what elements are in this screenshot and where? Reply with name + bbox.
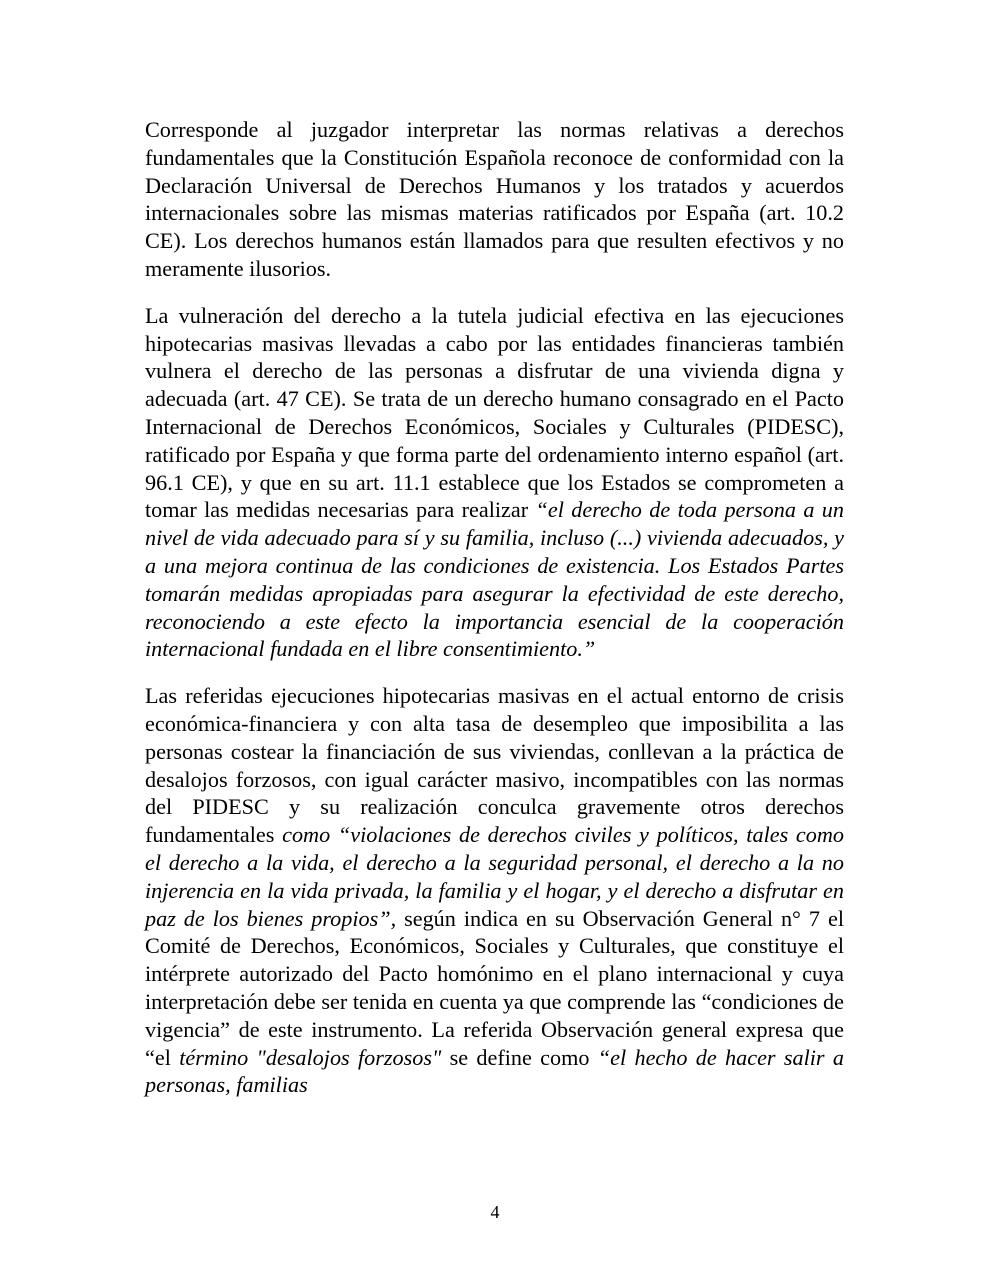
page-number: 4 [490,1202,500,1222]
paragraph-1 [145,116,844,283]
paragraph-3-text: Las referidas ejecuciones hipotecarias masivas en el actual entorno de crisis económica-financiera y con alta tasa de desempleo que imposibilita a las personas costear la financiación de sus viviendas, conllevan a la práctica de desalojos forzosos, con igual carácter masivo, incompatibles con las normas del PIDESC y su realización conculca gravemente otros derechos fundamentales [145,683,844,848]
paragraph-3-quote: como “violaciones de derechos civiles y políticos, tales como el derecho a la vida, el derecho a la seguridad personal, el derecho a la no injerencia en la vida privada, la familia y el hogar, y el derecho a disfrutar en paz de los bienes propios”, [145,822,844,931]
paragraph-3-term: término "desalojos forzosos" [179,1044,442,1070]
paragraph-1-text: Corresponde al juzgador interpretar las normas relativas a derechos fundamentales que la Constitución Española reconoce de conformidad con la Declaración Universal de Derechos Humanos y los tratados y acuerdos internacionales sobre las mismas materias ratificados por España (art. 10.2 CE). Los derechos humanos están llamados para que resulten efectivos y no meramente ilusorios. [145,117,844,281]
paragraph-3-definition-quote: “el hecho de hacer salir a personas, familias [145,1044,844,1098]
paragraph-2-text: La vulneración del derecho a la tutela judicial efectiva en las ejecuciones hipotecarias masivas llevadas a cabo por las entidades financieras también vulnera el derecho de las personas a disfrutar de una vivienda digna y adecuada (art. 47 CE). Se trata de un derecho humano consagrado en el Pacto Internacional de Derechos Económicos, Sociales y Culturales (PIDESC), ratificado por España y que forma parte del ordenamiento interno español (art. 96.1 CE), y que en su art. 11.1 establece que los Estados se comprometen a tomar las medidas necesarias para realizar [145,302,844,523]
paragraph-3-text-continued: según indica en su Observación General n° 7 el Comité de Derechos, Económicos, Sociales y Culturales, que constituye el intérprete autorizado del Pacto homónimo en el plano internacional y cuya interpretación debe ser tenida en cuenta ya que comprende las “condiciones de vigencia” de este instrumento. La referida Observación general expresa que “el [145,905,844,1070]
document-body [145,116,844,1118]
paragraph-3 [145,682,844,1099]
paragraph-2 [145,302,844,663]
paragraph-3-text-define: se define como [441,1044,598,1070]
paragraph-2-quote: “el derecho de toda persona a un nivel de vida adecuado para sí y su familia, incluso (...) vivienda adecuados, y a una mejora continua de las condiciones de existencia. Los Estados Partes tomarán medidas apropiadas para asegurar la efectividad de este derecho, reconociendo a este efecto la importancia esencial de la cooperación internacional fundada en el libre consentimiento.” [145,497,844,662]
